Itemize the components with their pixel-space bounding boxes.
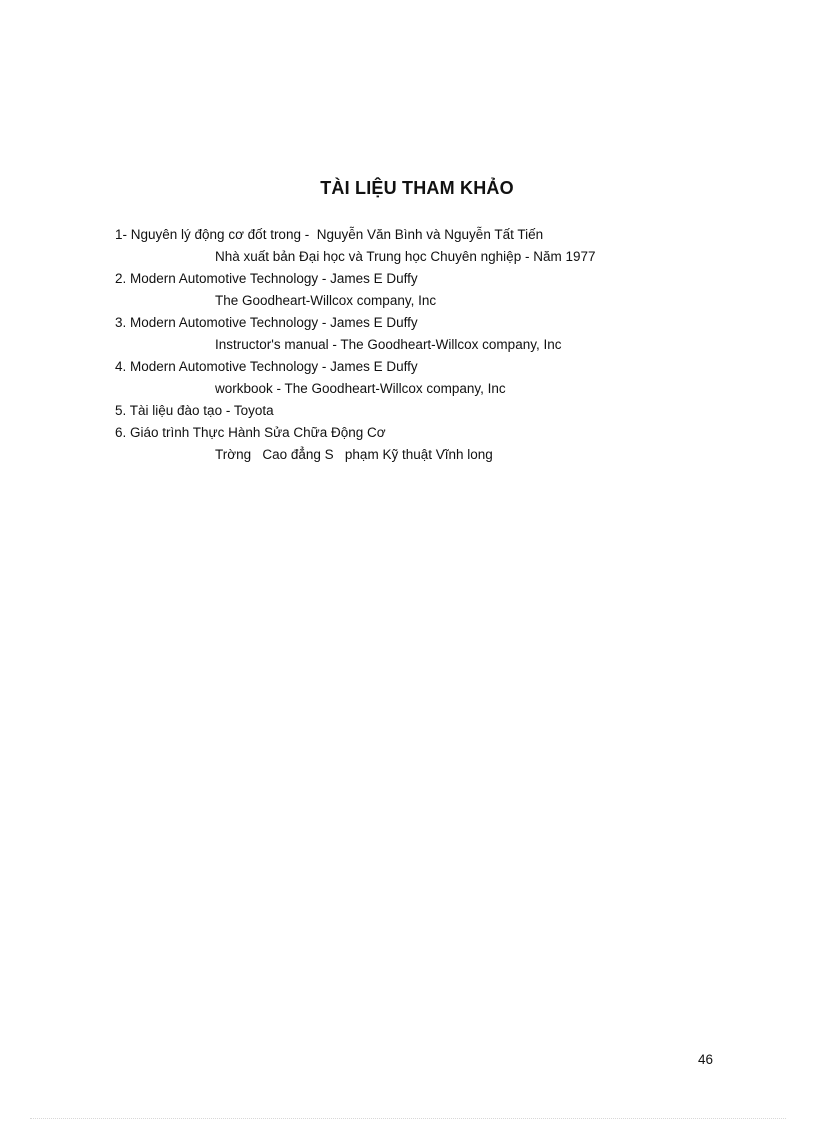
reference-3-publisher: Instructor's manual - The Goodheart-Willcox company, Inc bbox=[215, 337, 562, 352]
reference-6-title: 6. Giáo trình Thực Hành Sửa Chữa Động Cơ bbox=[115, 425, 386, 440]
page-number: 46 bbox=[698, 1052, 714, 1067]
reference-6-publisher: Trờng Cao đẳng S phạm Kỹ thuật Vĩnh long bbox=[215, 447, 493, 462]
reference-4-publisher: workbook - The Goodheart-Willcox company, Inc bbox=[215, 381, 506, 396]
reference-1-title: 1- Nguyên lý động cơ đốt trong - Nguyễn Văn Bình và Nguyễn Tất Tiến bbox=[115, 227, 544, 242]
reference-3-title: 3. Modern Automotive Technology - James E Duffy bbox=[115, 315, 418, 330]
reference-list bbox=[115, 224, 756, 466]
reference-1-publisher: Nhà xuất bản Đại học và Trung học Chuyên nghiệp - Năm 1977 bbox=[215, 249, 596, 264]
reference-4-title: 4. Modern Automotive Technology - James E Duffy bbox=[115, 359, 418, 374]
reference-2-title: 2. Modern Automotive Technology - James E Duffy bbox=[115, 271, 418, 286]
page-bottom-divider bbox=[30, 1118, 786, 1119]
reference-5-title: 5. Tài liệu đào tạo - Toyota bbox=[115, 403, 274, 418]
reference-2-publisher: The Goodheart-Willcox company, Inc bbox=[215, 293, 437, 308]
page-title: TÀI LIỆU THAM KHẢO bbox=[320, 178, 514, 198]
